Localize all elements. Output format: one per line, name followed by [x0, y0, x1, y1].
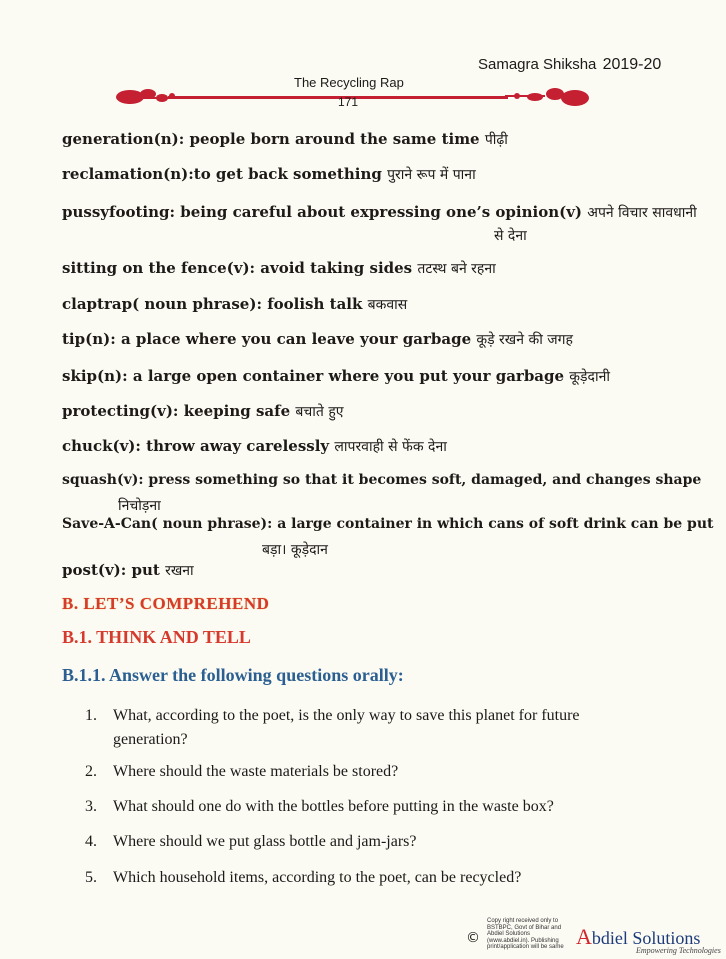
- glossary-entry: reclamation(n):to get back something पुराने रूप में पाना: [62, 165, 476, 183]
- page-number: 171: [338, 95, 359, 109]
- glossary-entry: skip(n): a large open container where you put your garbage कूड़ेदानी: [62, 367, 610, 385]
- glossary-entry: chuck(v): throw away carelessly लापरवाही से फेंक देना: [62, 437, 447, 455]
- chapter-title: The Recycling Rap: [294, 75, 404, 90]
- copyright-icon: ©: [466, 930, 480, 946]
- glossary-entry: tip(n): a place where you can leave your garbage कूड़े रखने की जगह: [62, 330, 573, 348]
- left-floral-ornament-icon: [110, 82, 180, 112]
- glossary-entry: generation(n): people born around the same time पीढ़ी: [62, 130, 508, 148]
- section-heading-think-and-tell: B.1. THINK AND TELL: [62, 627, 251, 647]
- glossary-entry: protecting(v): keeping safe बचाते हुए: [62, 402, 344, 420]
- glossary-entry: post(v): put रखना: [62, 561, 194, 579]
- glossary-entry: sitting on the fence(v): avoid taking sides तटस्थ बने रहना: [62, 259, 496, 277]
- year-label: 2019-20: [602, 56, 662, 73]
- section-heading-questions: B.1.1. Answer the following questions orally:: [62, 665, 404, 685]
- question-item: 4. Where should we put glass bottle and jam-jars?: [85, 833, 417, 850]
- question-item: 3. What should one do with the bottles before putting in the waste box?: [85, 798, 554, 815]
- glossary-entry: claptrap( noun phrase): foolish talk बकवास: [62, 295, 408, 313]
- section-heading-comprehend: B. LET’S COMPREHEND: [62, 594, 270, 613]
- glossary-entry: pussyfooting: being careful about expressing one’s opinion(v) अपने विचार सावधानी: [62, 203, 697, 221]
- copyright-notice: Copy right received only to BSTBPC, Govt of Bihar and Abdiel Solutions (www.abdiel.in). Publishing print/application will be same: [487, 918, 564, 950]
- question-item: 5. Which household items, according to the poet, can be recycled?: [85, 869, 522, 886]
- brand-logo: Abdiel Solutions: [576, 924, 701, 949]
- header-publisher: [478, 56, 661, 74]
- glossary-continuation: निचोड़ना: [118, 498, 161, 514]
- brand-tagline: Empowering Technologies: [636, 946, 721, 955]
- publisher-name: Samagra Shiksha: [478, 56, 597, 73]
- glossary-continuation: बड़ा। कूड़ेदान: [262, 542, 328, 558]
- question-item: 2. Where should the waste materials be stored?: [85, 763, 399, 780]
- glossary-entry: Save-A-Can( noun phrase): a large container in which cans of soft drink can be put: [62, 516, 714, 532]
- glossary-continuation: से देना: [494, 228, 527, 244]
- glossary-entry: squash(v): press something so that it becomes soft, damaged, and changes shape: [62, 472, 702, 488]
- question-item: 1. What, according to the poet, is the only way to save this planet for future generation?: [85, 707, 580, 748]
- right-floral-ornament-icon: [505, 82, 595, 112]
